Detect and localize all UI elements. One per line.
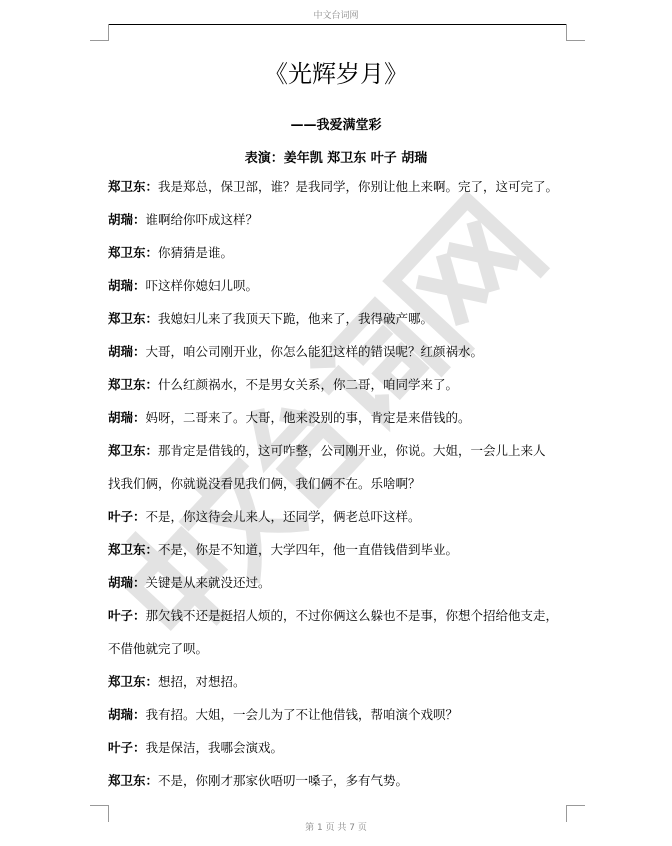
dialogue-line — [108, 705, 588, 738]
header-rule — [108, 24, 566, 25]
speaker-name: 叶子： — [108, 740, 146, 755]
speaker-name: 胡瑞： — [108, 410, 146, 425]
dialogue-line — [108, 375, 588, 408]
dialogue-text: 你猜猜是谁。 — [158, 245, 234, 260]
cast-line: 表演：姜年凯 郑卫东 叶子 胡瑞 — [244, 151, 428, 166]
speaker-name: 郑卫东： — [108, 542, 159, 557]
dialogue-line — [108, 276, 588, 309]
speaker-name: 郑卫东： — [108, 245, 159, 260]
dialogue-text: 不是，你刚才那家伙唔叨一嗓子，多有气势。 — [158, 773, 409, 788]
dialogue-line — [108, 606, 588, 639]
dialogue-line — [108, 210, 588, 243]
speaker-name: 胡瑞： — [108, 707, 146, 722]
speaker-name: 胡瑞： — [108, 344, 146, 359]
dialogue-text: 我媳妇儿来了我顶天下跪，他来了，我得破产哪。 — [158, 311, 434, 326]
corner-mark — [90, 24, 109, 41]
dialogue-line — [108, 507, 588, 540]
page-footer: 第 1 页 共 7 页 — [305, 823, 367, 833]
dialogue-continuation: 找我们俩，你就说没看见我们俩，我们俩不在。乐啥啊？ — [108, 476, 421, 491]
dialogue-text: 什么红颜祸水，不是男女关系，你二哥，咱同学来了。 — [158, 377, 459, 392]
dialogue-line — [108, 672, 588, 705]
dialogue-text: 吓这样你媳妇儿呗。 — [145, 278, 259, 293]
dialogue-line — [108, 738, 588, 771]
dialogue-line — [108, 342, 588, 375]
speaker-name: 郑卫东： — [108, 773, 159, 788]
speaker-name: 叶子： — [108, 509, 146, 524]
speaker-name: 叶子： — [108, 608, 146, 623]
dialogue-line — [108, 309, 588, 342]
dialogue-text: 关键是从来就没还过。 — [145, 575, 271, 590]
subtitle: ——我爱满堂彩 — [290, 118, 382, 133]
dialogue-text: 想招，对想招。 — [158, 674, 246, 689]
dialogue-body — [108, 177, 588, 804]
dialogue-text: 谁啊给你吓成这样？ — [145, 212, 259, 227]
dialogue-text: 我是保洁，我哪会演戏。 — [145, 740, 284, 755]
dialogue-line — [108, 441, 588, 474]
dialogue-text: 我有招。大姐，一会儿为了不让他借钱，帮咱演个戏呗？ — [145, 707, 459, 722]
dialogue-line — [108, 540, 588, 573]
dialogue-text: 大哥，咱公司刚开业，你怎么能犯这样的错误呢？红颜祸水。 — [145, 344, 484, 359]
document-title: 《光辉岁月》 — [264, 60, 408, 88]
dialogue-text: 我是郑总，保卫部，谁？是我同学，你别让他上来啊。完了，这可完了。 — [158, 179, 559, 194]
speaker-name: 胡瑞： — [108, 575, 146, 590]
dialogue-text: 不是，你这待会儿来人，还同学，俩老总吓这样。 — [145, 509, 421, 524]
dialogue-line — [108, 771, 588, 804]
dialogue-text: 妈呀，二哥来了。大哥，他来没别的事，肯定是来借钱的。 — [145, 410, 471, 425]
dialogue-text: 不是，你是不知道，大学四年，他一直借钱借到毕业。 — [158, 542, 459, 557]
page-header: 中文台词网 — [313, 11, 359, 21]
speaker-name: 郑卫东： — [108, 674, 159, 689]
dialogue-line — [108, 573, 588, 606]
speaker-name: 胡瑞： — [108, 212, 146, 227]
dialogue-line — [108, 243, 588, 276]
speaker-name: 郑卫东： — [108, 377, 159, 392]
dialogue-continuation: 不借他就完了呗。 — [108, 641, 209, 656]
dialogue-text: 那欠钱不还是挺招人烦的，不过你俩这么躲也不是事，你想个招给他支走， — [145, 608, 559, 623]
speaker-name: 郑卫东： — [108, 179, 159, 194]
speaker-name: 郑卫东： — [108, 311, 159, 326]
corner-mark — [566, 24, 585, 41]
speaker-name: 郑卫东： — [108, 443, 159, 458]
dialogue-text: 那肯定是借钱的，这可咋整，公司刚开业，你说。大姐，一会儿上来人 — [158, 443, 546, 458]
dialogue-line — [108, 408, 588, 441]
speaker-name: 胡瑞： — [108, 278, 146, 293]
dialogue-line — [108, 177, 588, 210]
